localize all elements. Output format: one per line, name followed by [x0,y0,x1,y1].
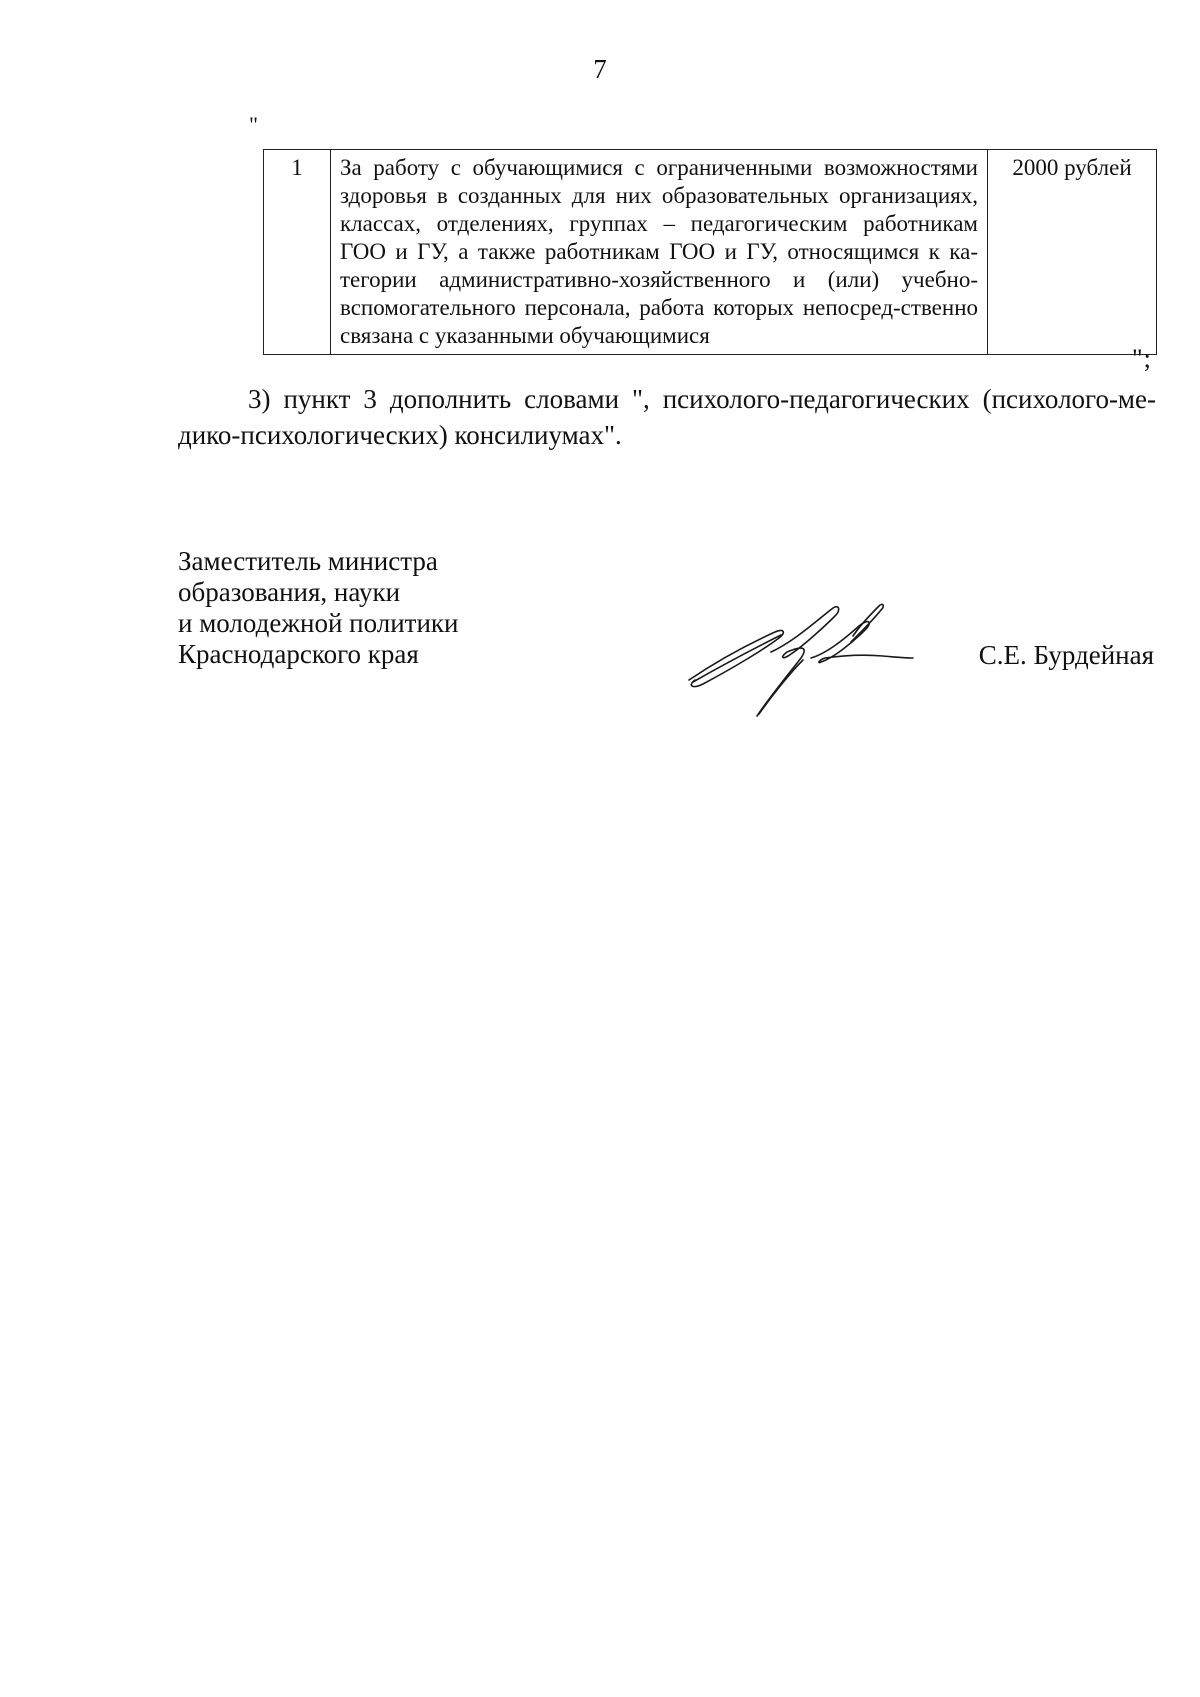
signer-title-line: Заместитель министра [178,546,438,576]
closing-quote: "; [1132,344,1152,373]
signer-title-line: Краснодарского края [178,639,419,669]
signer-title-line: и молодежной политики [178,608,459,638]
signer-title-line: образования, науки [178,577,401,607]
table-row [264,150,1157,355]
signer-title [178,546,458,670]
amendment-paragraph: 3) пункт 3 дополнить словами ", психолого-педагогических (психолого-ме-дико-психологических) консилиумах". [178,384,1156,450]
signer-name: С.Е. Бурдейная [978,640,1154,670]
page-number: 7 [593,54,607,84]
allowance-table [263,149,1157,355]
handwritten-signature [683,602,915,722]
row-description: За работу с обучающимися с ограниченными возможностями здоровья в созданных для них образовательных организациях, классах, отделениях, группах – педагогическим работникам ГОО и ГУ, а также работникам ГОО и ГУ, относящимся к ка-тегории административно-хозяйственного и (или) учебно-вспомогательного персонала, работа которых непосред-ственно связана с указанными обучающимися [331,150,988,355]
row-amount: 2000 рублей [988,150,1157,355]
row-number: 1 [264,150,331,355]
opening-quote: " [249,112,258,137]
